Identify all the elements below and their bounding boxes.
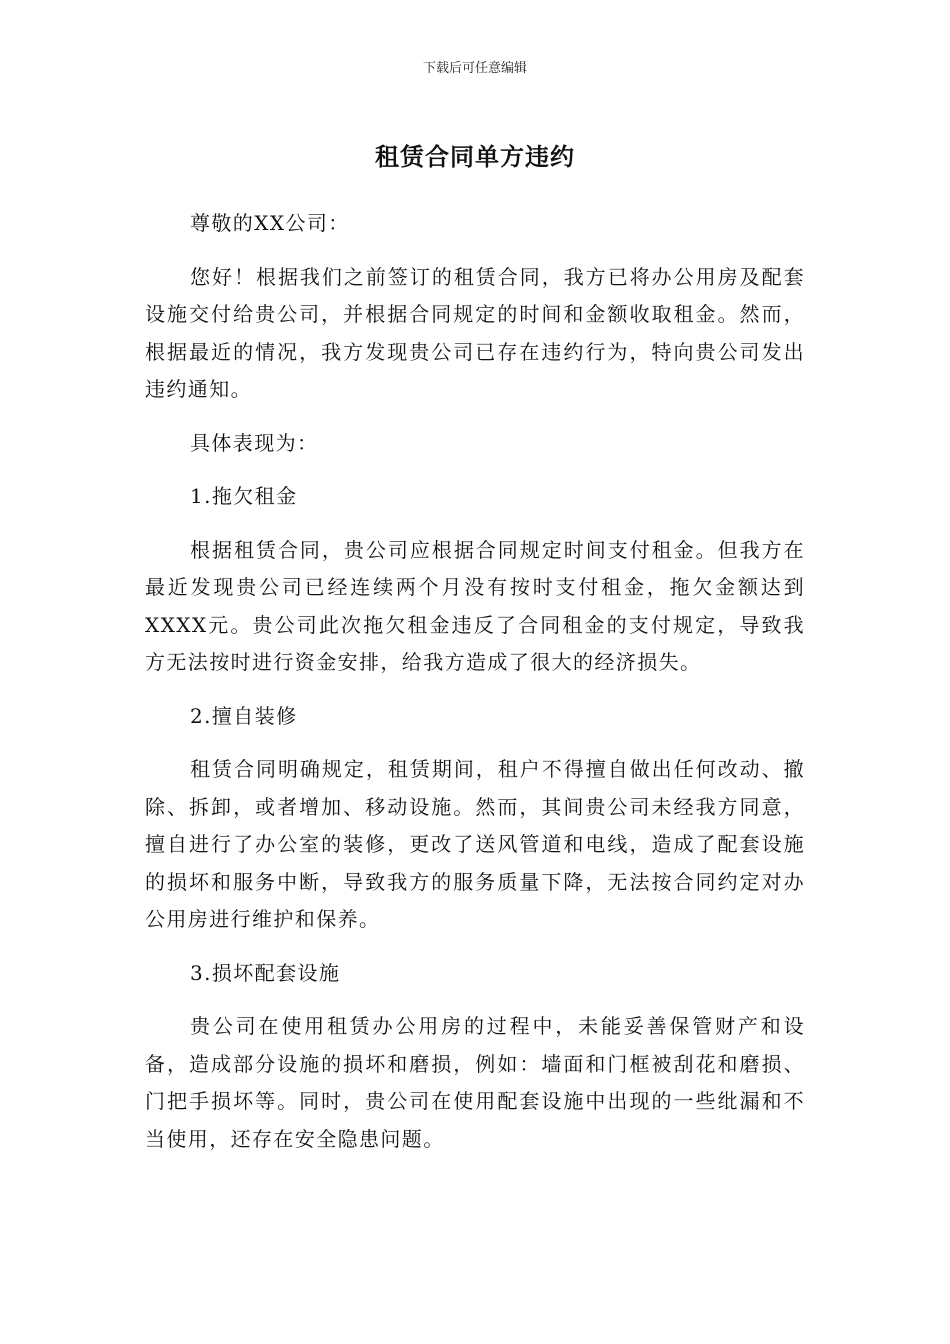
document-title: 租赁合同单方违约 (375, 143, 575, 171)
section-lead: 具体表现为： (190, 430, 319, 455)
section-heading-1: 1.拖欠租金 (190, 484, 298, 508)
section-heading-2: 2.擅自装修 (190, 703, 298, 728)
section-paragraph-1: 根据租赁合同，贵公司应根据合同规定时间支付租金。但我方在最近发现贵公司已经连续两个月没有按时支付租金，拖欠金额达到XXXX元。贵公司此次拖欠租金违反了合同租金的支付规定，导致我方无法按时进行资金安排，给我方造成了很大的经济损失。 (145, 537, 805, 674)
salutation: 尊敬的XX公司： (190, 211, 350, 235)
section-paragraph-3: 贵公司在使用租赁办公用房的过程中，未能妥善保管财产和设备，造成部分设施的损坏和磨损，例如：墙面和门框被刮花和磨损、门把手损坏等。同时，贵公司在使用配套设施中出现的一些纰漏和不当使用，还存在安全隐患问题。 (145, 1014, 805, 1151)
intro-paragraph: 您好！根据我们之前签订的租赁合同，我方已将办公用房及配套设施交付给贵公司，并根据合同规定的时间和金额收取租金。然而，根据最近的情况，我方发现贵公司已存在违约行为，特向贵公司发出违约通知。 (145, 264, 805, 401)
section-heading-3: 3.损坏配套设施 (190, 960, 341, 985)
header-note: 下载后可任意编辑 (422, 61, 527, 76)
section-paragraph-2: 租赁合同明确规定，租赁期间，租户不得擅自做出任何改动、撤除、拆卸，或者增加、移动设施。然而，其间贵公司未经我方同意，擅自进行了办公室的装修，更改了送风管道和电线，造成了配套设施的损坏和服务中断，导致我方的服务质量下降，无法按合同约定对办公用房进行维护和保养。 (145, 757, 805, 931)
document-body (145, 205, 805, 1174)
